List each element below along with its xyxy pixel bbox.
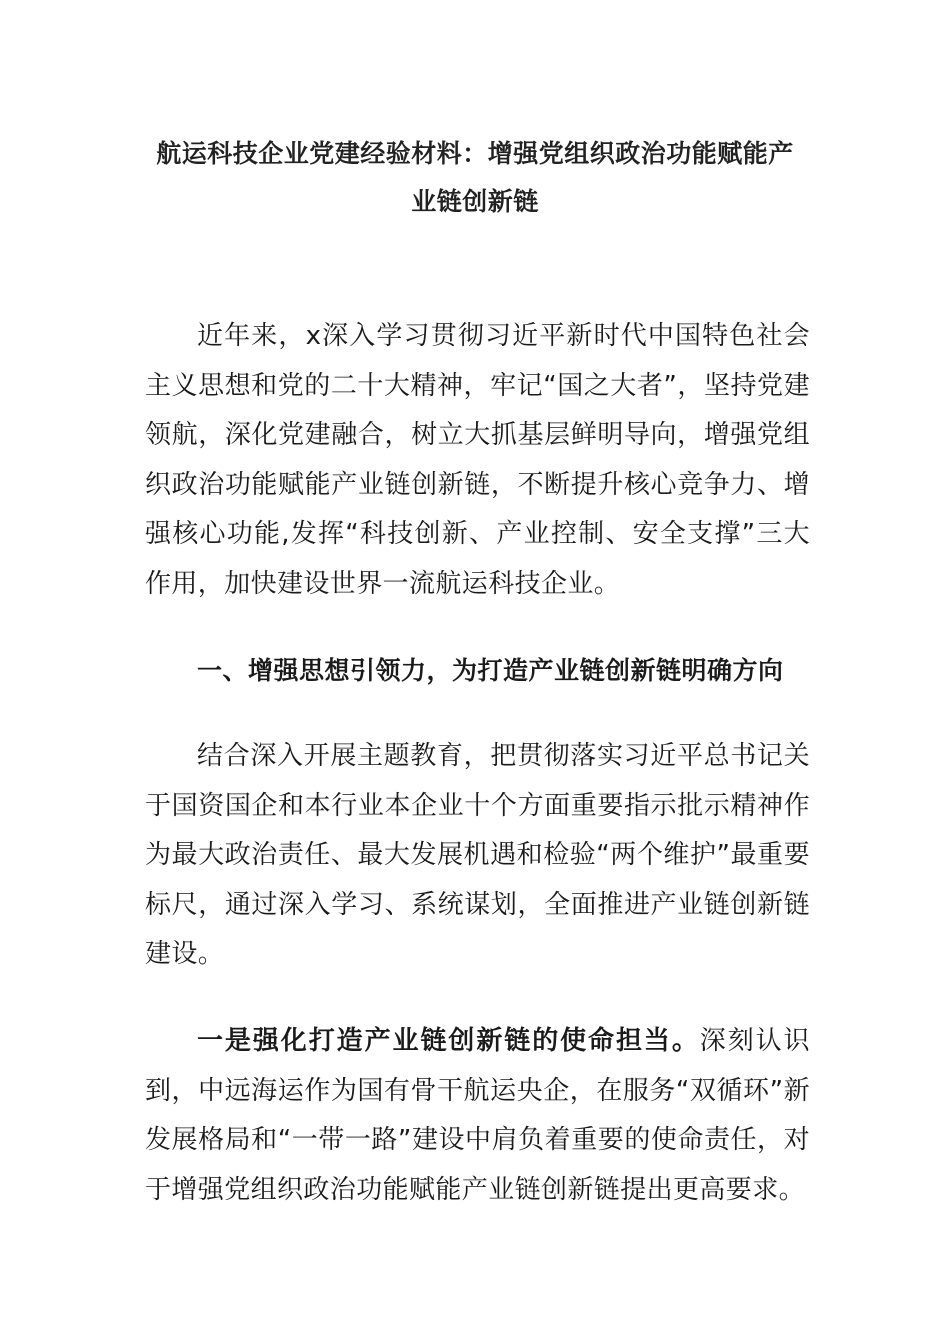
point-paragraph bbox=[145, 1017, 810, 1215]
section-heading: 一、增强思想引领力，为打造产业链创新链明确方向 bbox=[197, 656, 784, 685]
intro-paragraph: 近年来，x深入学习贯彻习近平新时代中国特色社会主义思想和党的二十大精神，牢记“国之大者”，坚持党建领航，深化党建融合，树立大抓基层鲜明导向，增强党组织政治功能赋能产业链创新链，不断提升核心竞争力、增强核心功能,发挥“科技创新、产业控制、安全支撑”三大作用，加快建设世界一流航运科技企业。 bbox=[145, 321, 810, 599]
document-title: 航运科技企业党建经验材料：增强党组织政治功能赋能产业链创新链 bbox=[156, 139, 794, 216]
point-body: 深刻认识到，中远海运作为国有骨干航运央企，在服务“双循环”新发展格局和“一带一路”建设中肩负着重要的使命责任，对于增强党组织政治功能赋能产业链创新链提出更高要求。 bbox=[145, 1026, 810, 1205]
point-lead: 一是强化打造产业链创新链的使命担当。 bbox=[197, 1026, 700, 1056]
section-paragraph: 结合深入开展主题教育，把贯彻落实习近平总书记关于国资国企和本行业本企业十个方面重要指示批示精神作为最大政治责任、最大发展机遇和检验“两个维护”最重要标尺，通过深入学习、系统谋划，全面推进产业链创新链建设。 bbox=[145, 741, 810, 970]
